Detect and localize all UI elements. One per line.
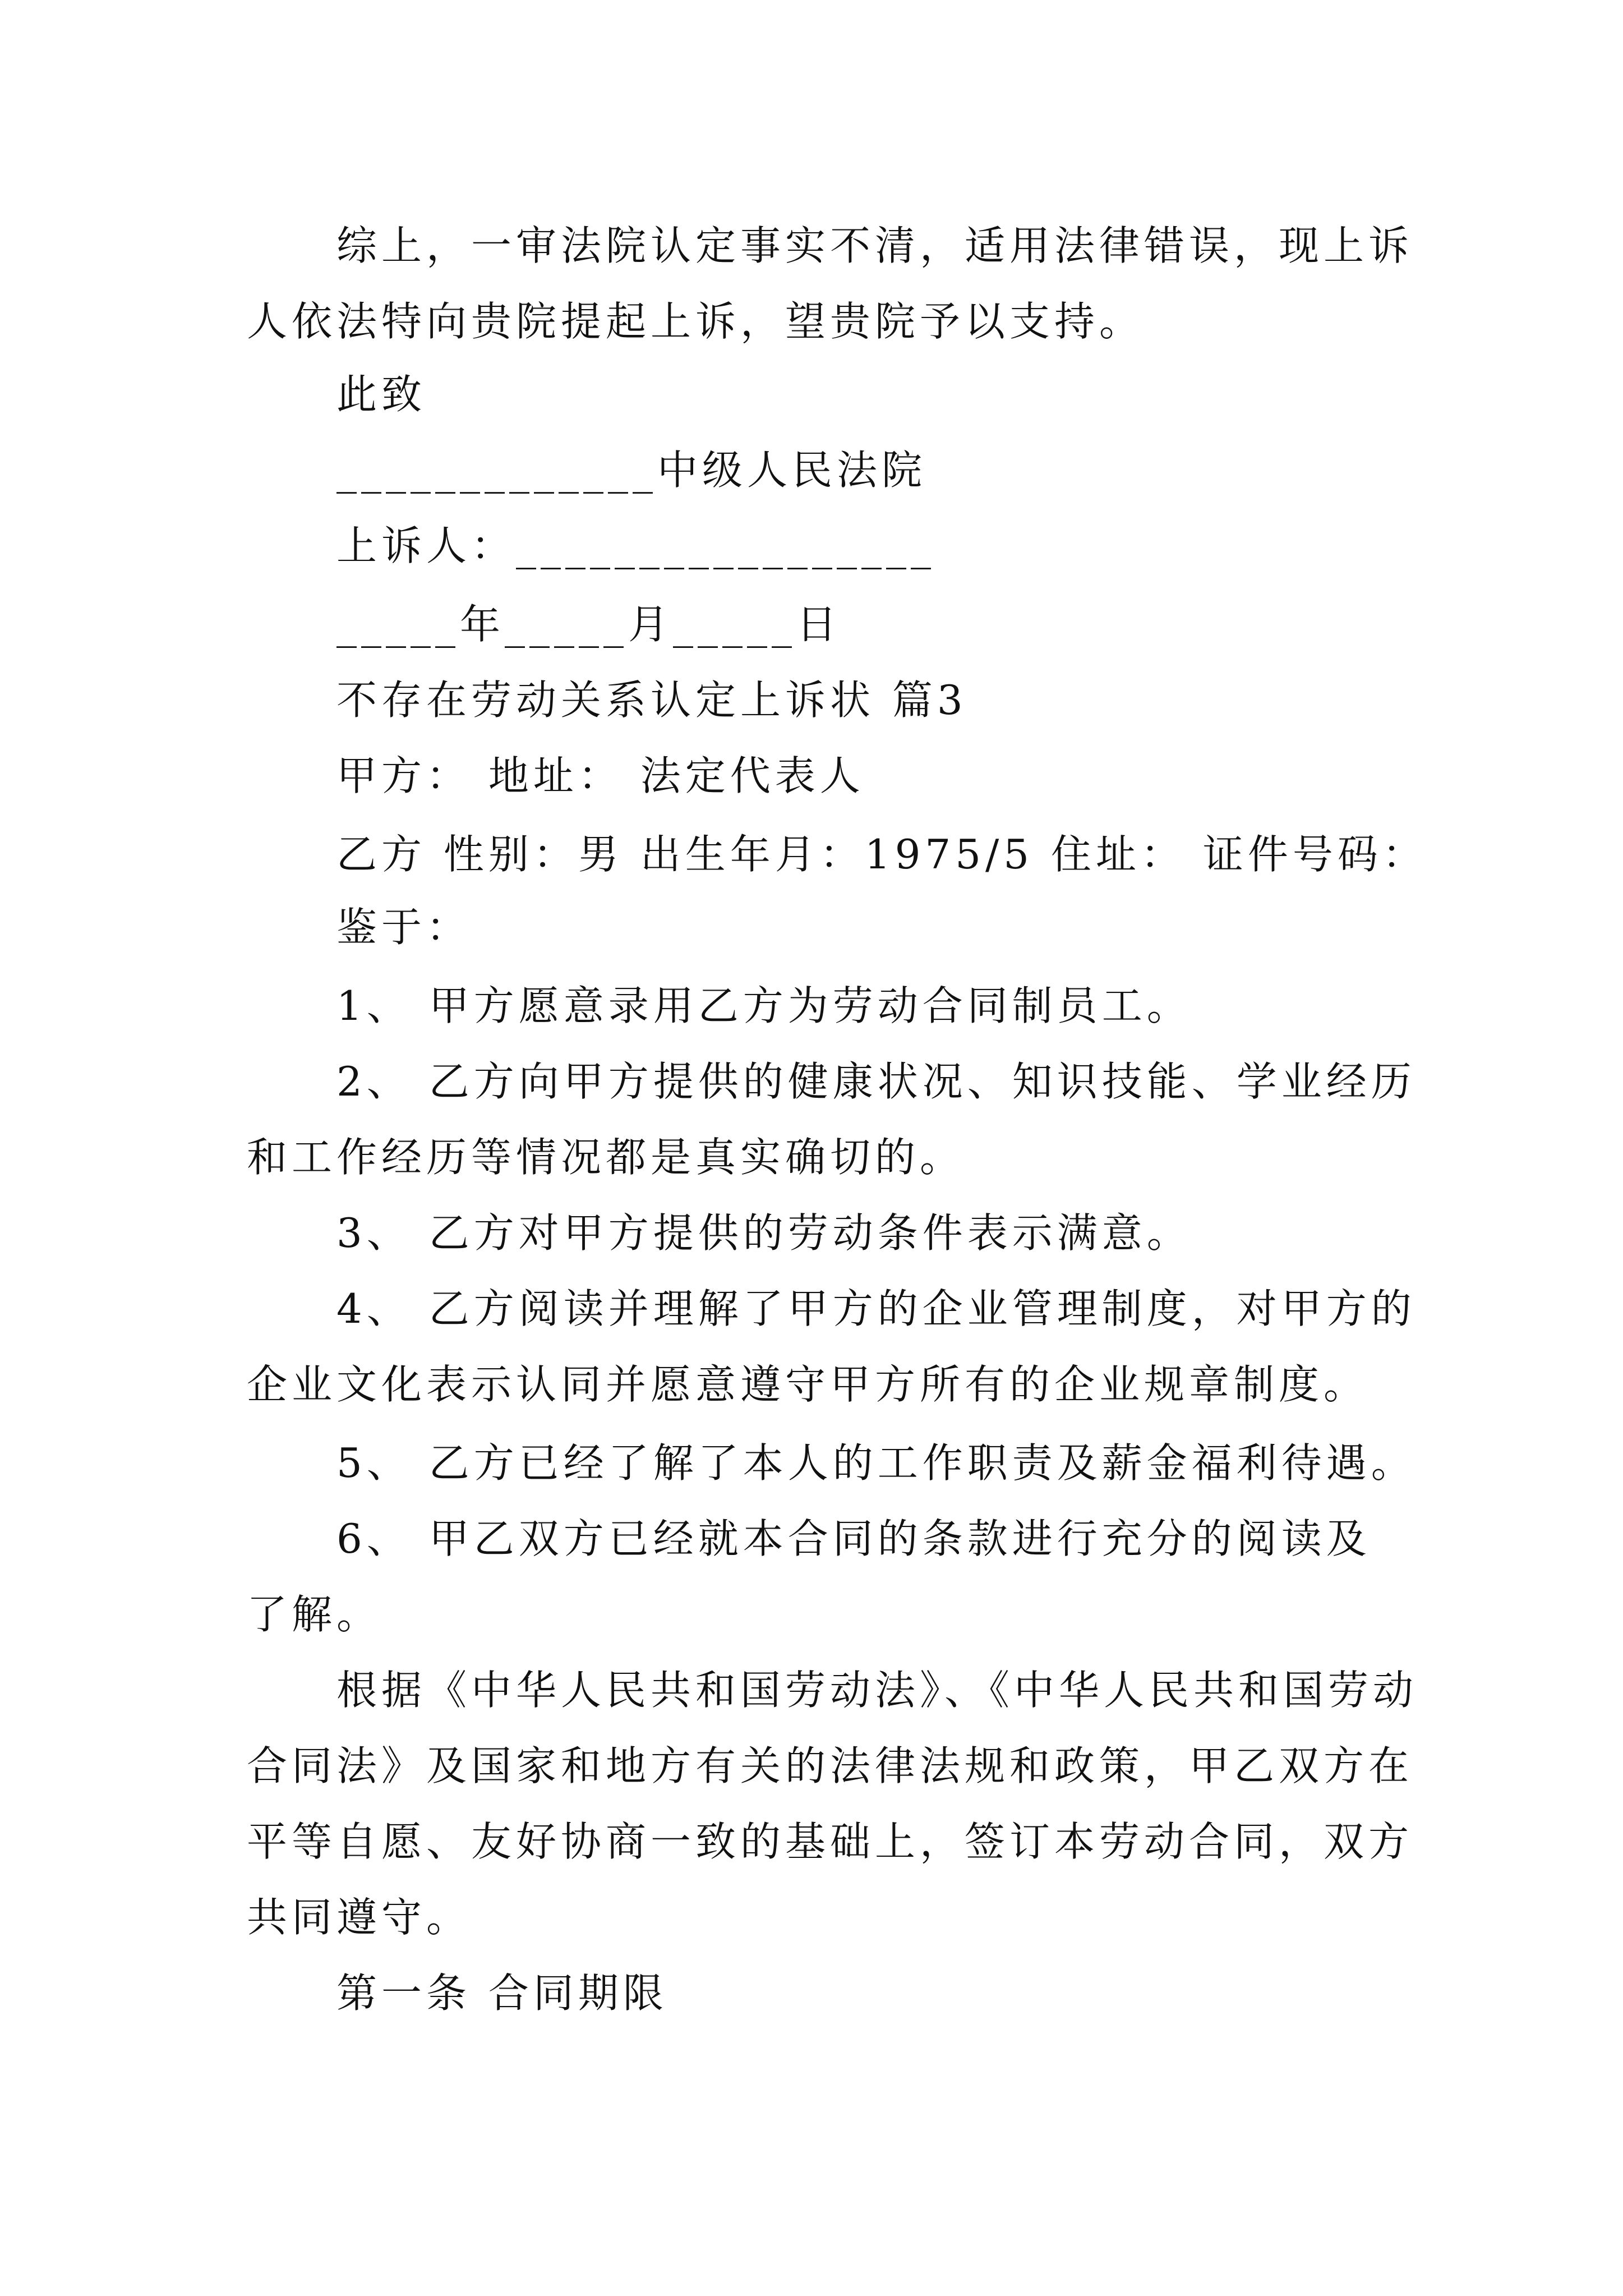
paragraph-line: 共同遵守。 — [247, 1894, 472, 1941]
list-item: 5、 乙方已经了解了本人的工作职责及薪金福利待遇。 — [336, 1439, 1416, 1487]
paragraph-line: 平等自愿、友好协商一致的基础上，签订本劳动合同，双方 — [247, 1818, 1414, 1865]
list-item-continuation: 和工作经历等情况都是真实确切的。 — [247, 1134, 965, 1181]
appellant-signature: 上诉人：_________________ — [336, 522, 936, 569]
list-item: 3、 乙方对甲方提供的劳动条件表示满意。 — [336, 1209, 1192, 1257]
list-item-continuation: 了解。 — [247, 1591, 382, 1638]
salutation: 此致 — [336, 371, 427, 418]
article-heading: 第一条 合同期限 — [336, 1970, 668, 2017]
section-heading: 不存在劳动关系认定上诉状 篇3 — [336, 677, 967, 724]
paragraph-line: 人依法特向贵院提起上诉，望贵院予以支持。 — [247, 298, 1145, 345]
list-item-continuation: 企业文化表示认同并愿意遵守甲方所有的企业规章制度。 — [247, 1361, 1369, 1408]
date-line: _____年_____月_____日 — [336, 601, 841, 648]
party-b-line: 乙方 性别：男 出生年月：1975/5 住址： 证件号码： — [336, 831, 1427, 878]
whereas-heading: 鉴于： — [336, 904, 472, 951]
paragraph-line: 根据《中华人民共和国劳动法》、《中华人民共和国劳动 — [336, 1667, 1418, 1714]
list-item: 4、 乙方阅读并理解了甲方的企业管理制度，对甲方的 — [336, 1285, 1416, 1332]
paragraph-line: 综上，一审法院认定事实不清，适用法律错误，现上诉 — [336, 222, 1414, 269]
court-addressee: _____________中级人民法院 — [336, 447, 927, 494]
list-item: 1、 甲方愿意录用乙方为劳动合同制员工。 — [336, 982, 1192, 1029]
list-item: 2、 乙方向甲方提供的健康状况、知识技能、学业经历 — [336, 1058, 1416, 1105]
party-a-line: 甲方： 地址： 法定代表人 — [336, 752, 865, 799]
list-item: 6、 甲乙双方已经就本合同的条款进行充分的阅读及 — [336, 1515, 1371, 1562]
paragraph-line: 合同法》及国家和地方有关的法律法规和政策，甲乙双方在 — [247, 1742, 1414, 1789]
